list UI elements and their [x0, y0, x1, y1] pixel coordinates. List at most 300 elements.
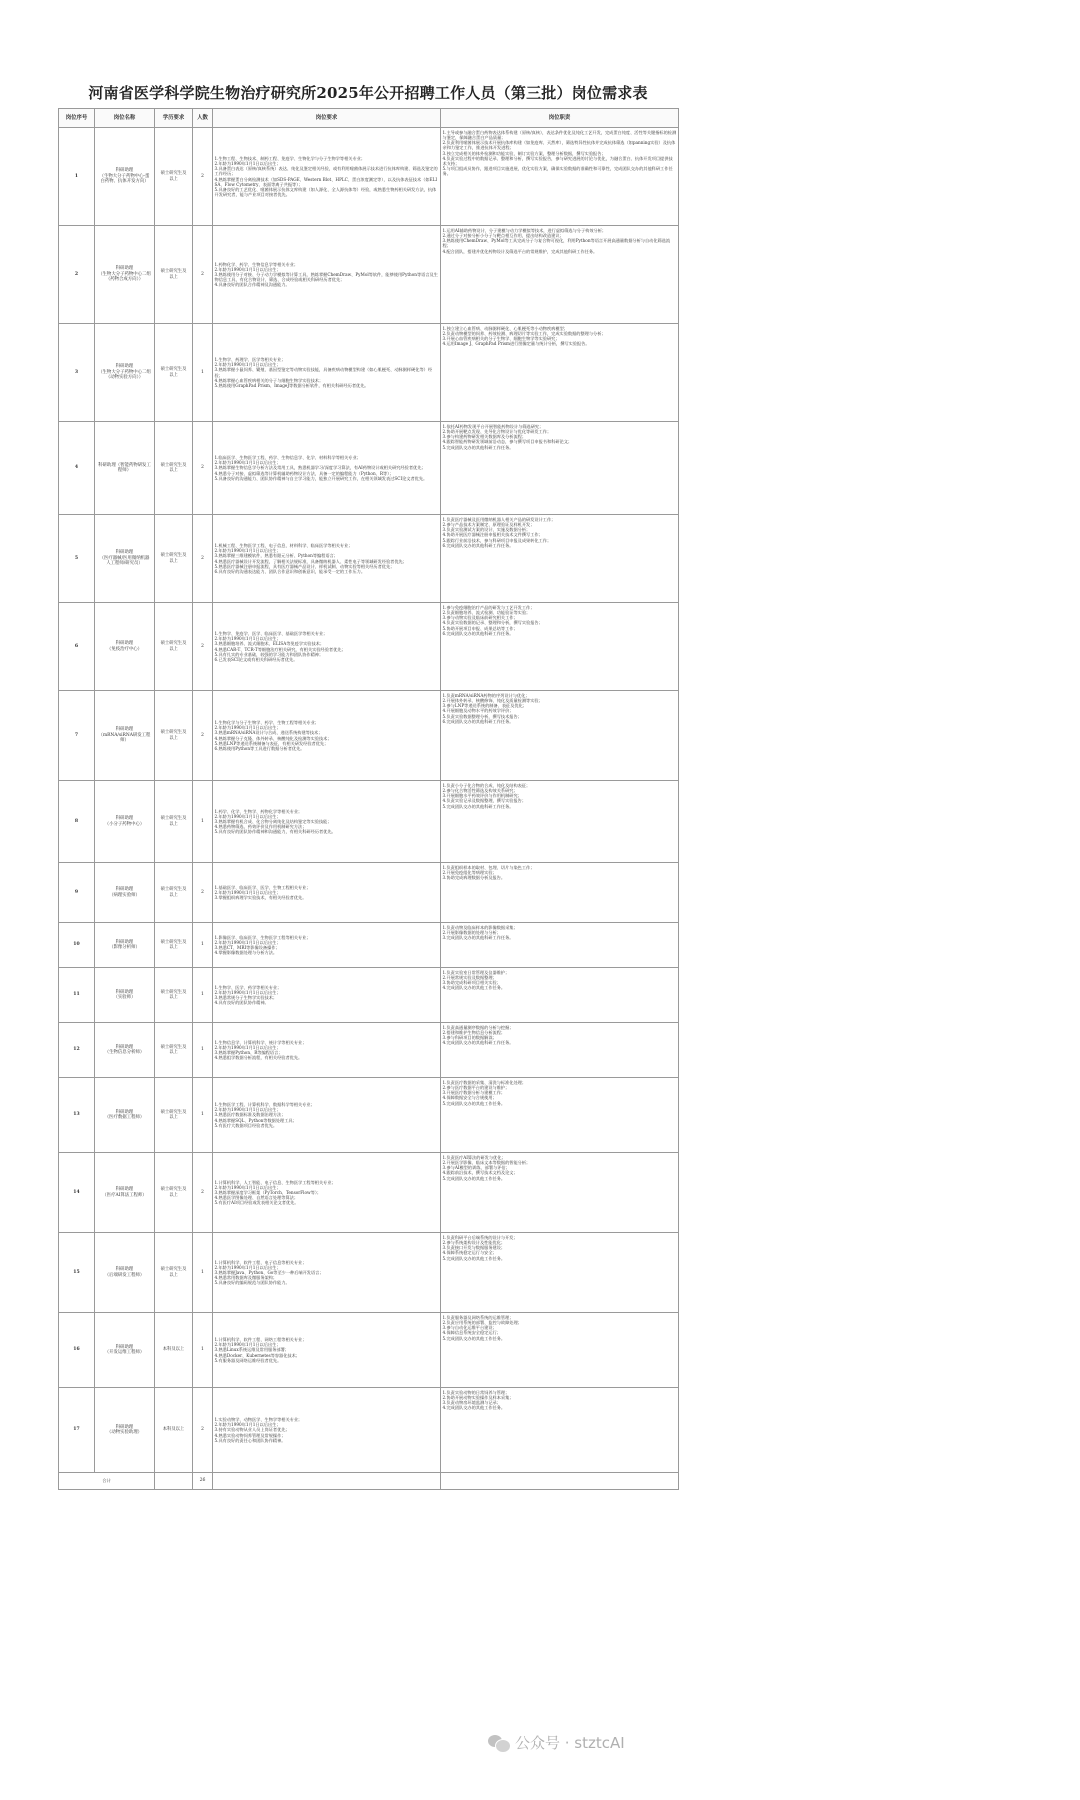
requirement-line: 2.年龄为1990年1月1日以后出生； — [214, 939, 281, 945]
requirement-line: 3.熟练掌握有机合成、化合物分离纯化及结构鉴定等实验技能； — [214, 818, 332, 824]
total-spacer — [155, 1473, 193, 1490]
position-requirements — [213, 1313, 441, 1388]
duty-line: 3.熟练使用ChemDraw、PyMol等工具完成分子与复合物可视化，利用Python等语言开展高通量数据分析与自动化筛选流程； — [442, 238, 671, 249]
duty-line: 1.负责mRNA/siRNA药物的序列设计与优化； — [442, 693, 530, 698]
requirement-line: 4.熟悉医疗器械设计开发流程，了解相关法规标准，具备微纳机器人、柔性电子等领域研发经验者优先； — [214, 558, 407, 564]
duty-line: 2.负责利用噬菌体展示技术开展抗体库构建（如免疫库、天然库），筛选特异性抗体并完成抗体筛选（如panning实验）及抗体亲和力鉴定工作，推进抗体开发进程； — [442, 140, 676, 151]
table-row — [59, 923, 679, 968]
duty-line: 3.开展细胞水平药效评价与作用机制研究； — [442, 793, 522, 799]
requirement-line: 5.具有良好的责任心和团队协作精神。 — [214, 1437, 286, 1443]
requirement-line: 3.熟练掌握生物信息学分析方法及常用工具，熟悉机器学习/深度学习算法，有AI药物设计或相关研究经验者优先； — [214, 465, 426, 471]
position-number: 5 — [59, 515, 95, 603]
duty-line: 1.负责实验室日常管理及仪器维护； — [442, 970, 510, 975]
position-number: 13 — [59, 1078, 95, 1153]
duty-line: 5.与项目组成员协作，跟进项目实施进展，优化实验方案，确保实验数据的准确性和可靠性，完成团队交办的其他科研工作任务。 — [442, 165, 673, 176]
recruitment-sheet — [58, 78, 678, 1490]
duty-line: 2.协助开展动物实验操作及样本采集； — [442, 1395, 514, 1401]
education-requirement: 硕士研究生及以上 — [155, 923, 193, 968]
requirement-line: 3.熟悉细胞培养、流式细胞术、ELISA等免疫学实验技术； — [214, 641, 325, 647]
duty-line: 3.协助完成病理数据分析及报告。 — [442, 875, 506, 881]
requirement-line: 4.熟练掌握SQL、Python等数据处理工具； — [214, 1117, 297, 1123]
position-requirements — [213, 1153, 441, 1233]
header-education: 学历要求 — [155, 109, 193, 128]
requirement-line: 5.有医疗AI项目经验或发表相关论文者优先。 — [214, 1200, 299, 1206]
position-number: 9 — [59, 863, 95, 923]
education-requirement: 硕士研究生及以上 — [155, 324, 193, 422]
position-number: 11 — [59, 968, 95, 1023]
requirement-line: 1.计算机科学、软件工程、网络工程等相关专业； — [214, 1337, 307, 1343]
requirement-line: 4.掌握影像数据处理与分析方法。 — [214, 950, 278, 956]
requirement-line: 1.基础医学、临床医学、医学、生物工程相关专业； — [214, 884, 311, 890]
headcount: 1 — [193, 923, 213, 968]
position-number: 7 — [59, 691, 95, 781]
position-requirements — [213, 324, 441, 422]
table-row — [59, 1153, 679, 1233]
duty-line: 2.参与产品技术方案制定、原理验证及样机开发； — [442, 522, 535, 528]
table-row — [59, 226, 679, 324]
requirement-line: 1.计算机科学、软件工程、电子信息等相关专业； — [214, 1259, 307, 1265]
requirement-line: 2.年龄为1990年1月1日以后出生； — [214, 1184, 281, 1190]
requirement-line: 2.年龄为1990年1月1日以后出生； — [214, 1107, 281, 1113]
total-empty-req — [213, 1473, 441, 1490]
duty-line: 5.负责实验数据整理分析，撰写技术报告； — [442, 713, 522, 719]
duty-line: 3.负责动物房环境监测与记录； — [442, 1400, 501, 1406]
position-requirements — [213, 863, 441, 923]
requirement-line: 2.年龄为1990年1月1日以后出生； — [214, 1342, 281, 1348]
duty-line: 5.完成团队交办的其他工作任务。 — [442, 1255, 506, 1261]
position-name: 科研助理 （生物大分子药物中心-蛋白药物、抗体开发方向） — [95, 128, 155, 226]
duty-line: 6.完成团队交办的其他科研工作任务。 — [442, 542, 514, 548]
duty-line: 2.通过分子对接分析小分子与靶点相互作用，提出结构改造建议； — [442, 233, 564, 239]
duty-line: 3.负责实验测试方案的设计、实施及数据分析； — [442, 527, 531, 533]
requirement-line: 1.药物化学、药学、生物信息学等相关专业； — [214, 261, 299, 267]
duty-line: 4.保障信息系统安全稳定运行； — [442, 1330, 501, 1336]
position-number: 16 — [59, 1313, 95, 1388]
requirement-line: 4.熟悉实验动物饲养管理及常规操作； — [214, 1432, 286, 1438]
duty-line: 2.参与化合物活性筛选及构效关系研究； — [442, 788, 518, 794]
headcount: 2 — [193, 128, 213, 226]
requirement-line: 3.熟练掌握Python、R等编程语言； — [214, 1050, 283, 1055]
position-requirements — [213, 515, 441, 603]
requirement-line: 2.年龄为1990年1月1日以后出生； — [214, 161, 281, 167]
position-requirements — [213, 1233, 441, 1313]
duty-line: 5.完成团队交办的其他工作任务。 — [442, 1175, 506, 1181]
position-duties — [441, 324, 679, 422]
requirement-line: 5.具有扎实的专业基础，较强的学习能力和团队协作精神； — [214, 651, 324, 657]
duty-line: 3.参与自动化运维平台建设； — [442, 1325, 497, 1331]
table-row — [59, 691, 679, 781]
duty-line: 2.参与医疗数据平台的建设与维护； — [442, 1085, 510, 1091]
requirement-line: 3.熟练掌握三维建模软件，熟悉有限元分析、Python等编程语言； — [214, 553, 338, 559]
requirement-line: 5.熟悉医疗器械注册申报流程，具有医疗器械产品设计、样机试制、动物实验等相关经历者优先； — [214, 563, 395, 569]
requirement-line: 4.熟悉药物筛选、药效评价及作用机制研究方法； — [214, 824, 307, 830]
position-name: 科研助理 （实验师） — [95, 968, 155, 1023]
position-duties — [441, 781, 679, 863]
position-duties — [441, 1313, 679, 1388]
position-number: 17 — [59, 1388, 95, 1473]
requirement-line: 4.熟悉分子对接、虚拟筛选等计算机辅助药物设计方法，具备一定的编程能力（Python、R等）； — [214, 470, 394, 476]
education-requirement: 硕士研究生及以上 — [155, 603, 193, 691]
duty-line: 4.配合团队，搭建并优化药物设计及筛选平台的常规维护，完成其他科研工作任务。 — [442, 248, 598, 254]
requirement-line: 1.生物学、医学、药学等相关专业； — [214, 984, 282, 990]
table-row — [59, 603, 679, 691]
education-requirement: 硕士研究生及以上 — [155, 781, 193, 863]
education-requirement: 硕士研究生及以上 — [155, 1078, 193, 1153]
duty-line: 4.保障系统稳定运行与安全； — [442, 1250, 497, 1256]
headcount: 2 — [193, 691, 213, 781]
requirement-line: 4.熟练掌握心血管疾病相关的分子与细胞生物学实验技术； — [214, 377, 324, 383]
education-requirement: 硕士研究生及以上 — [155, 1233, 193, 1313]
requirement-line: 3.熟悉mRNA/siRNA设计与合成、递送系统构建等技术； — [214, 730, 323, 736]
position-requirements — [213, 923, 441, 968]
requirement-line: 6.已发表SCI论文或有相关科研经历者优先。 — [214, 656, 298, 662]
duty-line: 4.跟踪前沿技术，撰写技术文档及论文； — [442, 1170, 518, 1176]
requirement-line: 5.具备良好的工艺优化、噬菌体展示抗体文库构建（如人源化、全人源抗体等）经验，或熟悉生物药相关研发方法，抗体开发研究者，能与产业项目对接者优先。 — [214, 186, 437, 197]
duty-line: 1.负责组织样本的取材、包埋、切片与染色工作； — [442, 865, 535, 870]
duty-line: 1.负责服务器及网络系统的运维管理； — [442, 1315, 514, 1320]
position-duties — [441, 226, 679, 324]
requirement-line: 3.持有实验动物从业人员上岗证者优先； — [214, 1427, 290, 1433]
requirement-line: 2.年龄为1990年1月1日以后出生； — [214, 460, 281, 466]
position-requirements — [213, 422, 441, 515]
header-position-no: 岗位序号 — [59, 109, 95, 128]
headcount: 2 — [193, 1388, 213, 1473]
position-requirements — [213, 226, 441, 324]
position-duties — [441, 603, 679, 691]
position-duties — [441, 1078, 679, 1153]
position-name: 科研助理 （小分子药物中心） — [95, 781, 155, 863]
table-header-row — [59, 109, 679, 128]
position-name: 科研助理 （生物大分子药物中心二组（药物合成方向）） — [95, 226, 155, 324]
position-number: 2 — [59, 226, 95, 324]
header-duties: 岗位职责 — [441, 109, 679, 128]
table-row — [59, 422, 679, 515]
requirement-line: 1.生物信息学、计算机科学、统计学等相关专业； — [214, 1039, 307, 1045]
table-row — [59, 781, 679, 863]
position-duties — [441, 1153, 679, 1233]
requirement-line: 1.计算机科学、人工智能、电子信息、生物医学工程等相关专业； — [214, 1179, 336, 1185]
duty-line: 4.负责实验记录及数据整理，撰写实验报告； — [442, 798, 527, 804]
requirement-line: 3.熟悉Linux系统运维及常用服务部署； — [214, 1347, 289, 1353]
table-row — [59, 863, 679, 923]
duty-line: 1.负责医疗数据的采集、清洗与标准化处理； — [442, 1080, 527, 1085]
duty-line: 3.独立完成相关的体外检测和功能实验，制订实验方案，整理分析数据，撰写实验报告； — [442, 150, 606, 156]
requirement-line: 6.熟练使用Python等工具进行数据分析者优先。 — [214, 745, 305, 751]
position-duties — [441, 1388, 679, 1473]
duty-line: 4.负责实验过程中的数据记录、整理和分析，撰写实验报告，参与研究进展的讨论与优化，为融合蛋白、抗体开发项目提供技术支持； — [442, 155, 673, 166]
duty-line: 3.协助完成科研项目相关实验； — [442, 980, 501, 986]
duty-line: 2.开展医学影像、临床文本等数据的智能分析； — [442, 1160, 531, 1166]
table-row — [59, 1388, 679, 1473]
requirement-line: 4.熟悉常用数据库及微服务架构； — [214, 1275, 278, 1281]
requirement-line: 3.熟悉常规分子生物学实验技术； — [214, 995, 278, 1000]
position-number: 6 — [59, 603, 95, 691]
duty-line: 5.完成团队交办的其他科研工作任务。 — [442, 803, 514, 809]
total-label: 合计 — [59, 1473, 155, 1490]
position-requirements — [213, 128, 441, 226]
requirement-line: 3.具备蛋白表达（原核/真核系统）表达、纯化及鉴定相关经验，或有利用噬菌体展示技术进行抗体库构建、筛选及鉴定的工作经历； — [214, 166, 438, 177]
header-count: 人数 — [193, 109, 213, 128]
duty-line: 1.运用AI辅助药物设计、分子建模与动力学模拟等技术，进行虚拟筛选与分子构效分析； — [442, 228, 607, 233]
duty-line: 2.开展免疫组化等病理实验； — [442, 870, 497, 876]
duty-line: 5.完成团队交办的其他工作任务。 — [442, 1100, 506, 1106]
duty-line: 2.开展常规实验及数据整理； — [442, 975, 497, 981]
position-requirements — [213, 1023, 441, 1078]
requirement-line: 4.熟悉组学数据分析流程，有相关经验者优先。 — [214, 1055, 303, 1061]
duty-line: 5.完成团队交办的其他科研工作任务。 — [442, 444, 514, 450]
total-count: 26 — [193, 1473, 213, 1490]
requirement-line: 2.年龄为1990年1月1日以后出生； — [214, 1264, 281, 1270]
headcount: 1 — [193, 968, 213, 1023]
position-duties — [441, 128, 679, 226]
requirement-line: 3.熟悉CT、MRI等影像设备操作； — [214, 945, 280, 950]
headcount: 1 — [193, 1233, 213, 1313]
position-name: 科研助理 （医疗数据工程师） — [95, 1078, 155, 1153]
wechat-icon — [488, 1734, 510, 1752]
position-requirements — [213, 691, 441, 781]
education-requirement: 硕士研究生及以上 — [155, 128, 193, 226]
requirement-line: 1.实验动物学、动物医学、生物学等相关专业； — [214, 1417, 303, 1423]
duty-line: 2.搭建和维护生物信息分析流程； — [442, 1030, 506, 1036]
duty-line: 4.协助开展医疗器械注册申报相关技术文件撰写工作； — [442, 532, 543, 538]
position-duties — [441, 1233, 679, 1313]
requirement-line: 4.熟练掌握蛋白分离检测技术（如SDS-PAGE、Western Blot、HPLC、蛋白浓度测定等），以及抗体表征技术（如ELISA、Flow Cytometry、表面等离子共振等）； — [214, 176, 438, 187]
requirement-line: 4.熟悉医学图像处理、自然语言处理等算法； — [214, 1195, 299, 1201]
education-requirement: 硕士研究生及以上 — [155, 515, 193, 603]
position-duties — [441, 691, 679, 781]
requirement-line: 1.生物学、免疫学、医学、临床医学、基础医学等相关专业； — [214, 631, 328, 637]
requirement-line: 3.熟练掌握小鼠饲养、繁殖、基因型鉴定等动物实验技能，具备疾病动物模型构建（如心肌梗死、动脉粥样硬化等）经验； — [214, 367, 433, 378]
education-requirement: 硕士研究生及以上 — [155, 1023, 193, 1078]
duty-line: 1.负责高通量测序数据的分析与挖掘； — [442, 1025, 514, 1030]
position-requirements — [213, 1388, 441, 1473]
duty-line: 3.完成团队交办的其他科研工作任务。 — [442, 935, 514, 941]
education-requirement: 硕士研究生及以上 — [155, 968, 193, 1023]
position-number: 4 — [59, 422, 95, 515]
requirement-line: 2.年龄为1990年1月1日以后出生； — [214, 1422, 281, 1428]
duty-line: 4.完成团队交办的其他工作任务。 — [442, 1405, 506, 1411]
position-duties — [441, 863, 679, 923]
requirement-line: 1.机械工程、生物医学工程、电子信息、材料科学、临床医学等相关专业； — [214, 543, 353, 549]
total-row — [59, 1473, 679, 1490]
position-table — [58, 108, 679, 1490]
requirement-line: 3.熟悉医疗数据标准及数据治理方法； — [214, 1112, 286, 1118]
total-empty-duty — [441, 1473, 679, 1490]
duty-line: 2.参与系统架构设计及性能优化； — [442, 1240, 506, 1246]
duty-line: 1.负责医疗AI算法的研发与优化； — [442, 1155, 506, 1160]
duty-line: 6.完成团队交办的其他科研工作任务。 — [442, 630, 514, 636]
position-number: 8 — [59, 781, 95, 863]
document-title: 河南省医学科学院生物治疗研究所2025年公开招聘工作人员（第三批）岗位需求表 — [88, 84, 648, 102]
headcount: 1 — [193, 1023, 213, 1078]
requirement-line: 5.有服务器及网络运维经验者优先。 — [214, 1357, 282, 1363]
duty-line: 3.开展心血管疾病相关的分子生物学、细胞生物学等实验研究； — [442, 336, 560, 342]
headcount: 1 — [193, 324, 213, 422]
requirement-line: 6.具有良好的沟通表达能力、团队合作意识和创新意识，能承受一定的工作压力。 — [214, 568, 366, 574]
position-name: 科研助理 （免疫治疗中心） — [95, 603, 155, 691]
duty-line: 2.负责动物模型的饲养、药效检测、病理切片等实验工作，完成实验数据的整理与分析； — [442, 331, 606, 337]
position-requirements — [213, 1078, 441, 1153]
requirement-line: 1.生物医学工程、计算机科学、数据科学等相关专业； — [214, 1102, 315, 1108]
duty-line: 4.完成团队交办的其他科研工作任务。 — [442, 1040, 514, 1046]
table-row — [59, 1023, 679, 1078]
position-duties — [441, 1023, 679, 1078]
duty-line: 2.负责应用系统的部署、监控与故障处理； — [442, 1320, 522, 1326]
position-name: 科研助理 （病理实验师） — [95, 863, 155, 923]
duty-line: 3.参与动物实验及临床前研究相关工作； — [442, 615, 518, 621]
table-row — [59, 1313, 679, 1388]
duty-line: 2.负责细胞培养、流式检测、功能验证等实验； — [442, 610, 531, 616]
duty-line: 1.独立建立心血管病、动脉粥样硬化、心肌梗死等小动物疾病模型； — [442, 326, 568, 331]
position-duties — [441, 422, 679, 515]
header-requirements: 岗位要求 — [213, 109, 441, 128]
requirement-line: 5.具备良好的沟通能力、团队协作精神与自主学习能力，能独立开展研究工作，在相关领域发表过SCI论文者优先。 — [214, 475, 428, 481]
duty-line: 1.负责小分子化合物的合成、纯化及结构表征； — [442, 783, 531, 788]
duty-line: 4.跟踪智能药物研发领域前沿动态，参与撰写项目申报书和科研论文； — [442, 439, 573, 445]
duty-line: 1.负责科研平台后端系统的设计与开发； — [442, 1235, 518, 1240]
duty-line: 1.负责实验动物的日常饲养与管理； — [442, 1390, 510, 1395]
position-number: 12 — [59, 1023, 95, 1078]
requirement-line: 2.年龄为1990年1月1日以后出生； — [214, 636, 281, 642]
position-duties — [441, 515, 679, 603]
education-requirement: 硕士研究生及以上 — [155, 226, 193, 324]
table-row — [59, 515, 679, 603]
requirement-line: 1.生物化学与分子生物学、药学、生物工程等相关专业； — [214, 720, 319, 726]
requirement-line: 5.具有良好的团队协作精神和沟通能力，有相关科研经历者优先。 — [214, 829, 336, 835]
requirement-line: 4.熟悉CAR-T、TCR-T等细胞治疗相关研究，有相关实验经验者优先； — [214, 646, 346, 652]
position-number: 3 — [59, 324, 95, 422]
requirement-line: 5.熟悉LNP等递送系统制备与表征，有相关研发经验者优先； — [214, 740, 329, 746]
requirement-line: 2.年龄为1990年1月1日以后出生； — [214, 266, 281, 272]
duty-line: 4.开展细胞及动物水平的药效学评价； — [442, 708, 514, 714]
requirement-line: 4.具备良好的团队合作精神及沟通能力。 — [214, 282, 290, 288]
position-duties — [441, 968, 679, 1023]
duty-line: 3.开展医疗数据分析与建模工作； — [442, 1090, 506, 1096]
position-requirements — [213, 781, 441, 863]
requirement-line: 1.影像医学、临床医学、生物医学工程等相关专业； — [214, 934, 311, 940]
requirement-line: 4.熟悉Docker、Kubernetes等容器化技术； — [214, 1352, 300, 1358]
header-position-name: 岗位名称 — [95, 109, 155, 128]
requirement-line: 2.年龄为1990年1月1日以后出生； — [214, 989, 281, 995]
position-name: 科研助理 （动物实验助理） — [95, 1388, 155, 1473]
position-name: 科研助理 （开发运维工程师） — [95, 1313, 155, 1388]
education-requirement: 硕士研究生及以上 — [155, 863, 193, 923]
education-requirement: 硕士研究生及以上 — [155, 691, 193, 781]
table-body — [59, 128, 679, 1490]
education-requirement: 硕士研究生及以上 — [155, 1153, 193, 1233]
position-duties — [441, 923, 679, 968]
requirement-line: 3.熟练掌握深度学习框架（PyTorch、TensorFlow等）； — [214, 1189, 322, 1195]
education-requirement: 硕士研究生及以上 — [155, 422, 193, 515]
duty-line: 2.开展体外转录、核酸修饰、纯化及质量检测等实验； — [442, 698, 543, 704]
table-row — [59, 968, 679, 1023]
headcount: 2 — [193, 226, 213, 324]
position-name: 科研助理 （生物大分子药物中心二组（动物实验方向）） — [95, 324, 155, 422]
headcount: 2 — [193, 863, 213, 923]
headcount: 2 — [193, 1153, 213, 1233]
requirement-line: 1.生物学、药理学、医学等相关专业； — [214, 357, 286, 363]
duty-line: 6.完成团队交办的其他科研工作任务。 — [442, 718, 514, 724]
duty-line: 4.保障数据安全与合规使用； — [442, 1095, 497, 1101]
duty-line: 1.参与免疫细胞治疗产品的研发与工艺开发工作； — [442, 605, 535, 610]
table-row — [59, 1233, 679, 1313]
duty-line: 3.参与科研项目的数据解读； — [442, 1035, 497, 1041]
duty-line: 3.参与AI模型的训练、部署与评估； — [442, 1165, 510, 1171]
duty-line: 5.协助开展项目申报、成果总结等工作； — [442, 625, 518, 631]
position-name: 科研助理 （后端研发工程师） — [95, 1233, 155, 1313]
position-name: 科研助理 （影像分析师） — [95, 923, 155, 968]
duty-line: 2.开展影像数据的处理与分析； — [442, 930, 501, 936]
requirement-line: 5.具备良好的编码规范与团队协作能力。 — [214, 1280, 290, 1286]
requirement-line: 5.有医疗大数据项目经验者优先。 — [214, 1122, 278, 1128]
requirement-line: 2.年龄为1990年1月1日以后出生； — [214, 889, 281, 895]
headcount: 1 — [193, 1078, 213, 1153]
duty-line: 1.主导或参与融合蛋白药物表达体系构建（原核/真核），表达条件优化及纯化工艺开发，完成蛋白纯度、活性等关键指标的检测与鉴定，保障融合蛋白产品质量； — [442, 130, 677, 141]
requirement-line: 4.熟练掌握分子克隆、体外转录、核酸纯化及检测等实验技术； — [214, 735, 332, 741]
position-number: 1 — [59, 128, 95, 226]
requirement-line: 1.药学、化学、生物学、药物化学等相关专业； — [214, 808, 303, 814]
table-row — [59, 128, 679, 226]
education-requirement: 本科及以上 — [155, 1313, 193, 1388]
duty-line: 3.参与LNP等递送系统的制备、表征及优化； — [442, 703, 527, 709]
requirement-line: 2.年龄为1990年1月1日以后出生； — [214, 1044, 281, 1050]
requirement-line: 2.年龄为1990年1月1日以后出生； — [214, 362, 281, 368]
duty-line: 4.负责实验数据的记录、整理和分析，撰写实验报告； — [442, 620, 543, 626]
requirement-line: 3.熟练使用分子对接、分子动力学模拟等计算工具，熟练掌握ChemDraw、PyMol等软件，能够使用Python等语言及生物信息工具，有化合物设计、筛选、合成经验或相关科研经历者优先； — [214, 271, 438, 283]
headcount: 2 — [193, 603, 213, 691]
requirement-line: 1.生物工程、生物技术、制药工程、免疫学、生物化学与分子生物学等相关专业； — [214, 156, 366, 161]
position-name: 科研助理（智能药物研发工程师） — [95, 422, 155, 515]
duty-line: 4.运用Image J、GraphPad Prism进行图像定量与统计分析，撰写实验报告。 — [442, 341, 590, 347]
table-row — [59, 1078, 679, 1153]
position-name: 科研助理 （医疗器械/医用微纳机器人工程师/研究员） — [95, 515, 155, 603]
watermark — [488, 1732, 625, 1753]
requirement-line: 2.年龄为1990年1月1日以后出生； — [214, 548, 281, 554]
duty-line: 3.参与构建药物研发相关数据库及分析流程； — [442, 434, 527, 440]
duty-line: 1.依托AI药物发现平台开展智能药物设计与筛选研究； — [442, 424, 544, 429]
duty-line: 4.完成团队交办的其他工作任务。 — [442, 985, 506, 991]
requirement-line: 5.熟练使用GraphPad Prism、ImageJ等数据分析软件，有相关科研经历者优先。 — [214, 382, 369, 388]
requirement-line: 1.临床医学、生物医学工程、药学、生物信息学、化学、材料科学等相关专业； — [214, 455, 361, 461]
position-name: 科研助理 （mRNA/siRNA研发工程师） — [95, 691, 155, 781]
requirement-line: 4.具有良好的团队协作精神。 — [214, 1000, 269, 1006]
education-requirement: 本科及以上 — [155, 1388, 193, 1473]
position-number: 10 — [59, 923, 95, 968]
watermark-text: 公众号 · stztcAI — [515, 1734, 625, 1752]
requirement-line: 3.熟练掌握Java、Python、Go等至少一种后端开发语言； — [214, 1269, 324, 1275]
position-name: 科研助理 （生物信息分析师） — [95, 1023, 155, 1078]
headcount: 1 — [193, 1313, 213, 1388]
requirement-line: 3.掌握组织病理学实验技术，有相关经验者优先。 — [214, 895, 307, 901]
requirement-line: 2.年龄为1990年1月1日以后出生； — [214, 725, 281, 731]
position-number: 14 — [59, 1153, 95, 1233]
duty-line: 2.协助开展靶点发现、先导化合物设计与优化等研发工作； — [442, 429, 552, 435]
headcount: 2 — [193, 422, 213, 515]
table-row — [59, 324, 679, 422]
position-requirements — [213, 603, 441, 691]
headcount: 1 — [193, 781, 213, 863]
requirement-line: 2.年龄为1990年1月1日以后出生； — [214, 813, 281, 819]
headcount: 2 — [193, 515, 213, 603]
duty-line: 5.跟踪行业前沿技术，参与科研项目申报及成果转化工作； — [442, 537, 552, 543]
duty-line: 5.完成团队交办的其他工作任务。 — [442, 1335, 506, 1341]
duty-line: 1.负责医疗器械及医用微纳机器人相关产品的研发设计工作； — [442, 517, 556, 522]
position-requirements — [213, 968, 441, 1023]
duty-line: 1.负责动物及临床样本的影像数据采集； — [442, 925, 518, 930]
position-name: 科研助理 （医疗AI算法工程师） — [95, 1153, 155, 1233]
duty-line: 3.负责接口开发与数据服务建设； — [442, 1245, 506, 1251]
position-number: 15 — [59, 1233, 95, 1313]
